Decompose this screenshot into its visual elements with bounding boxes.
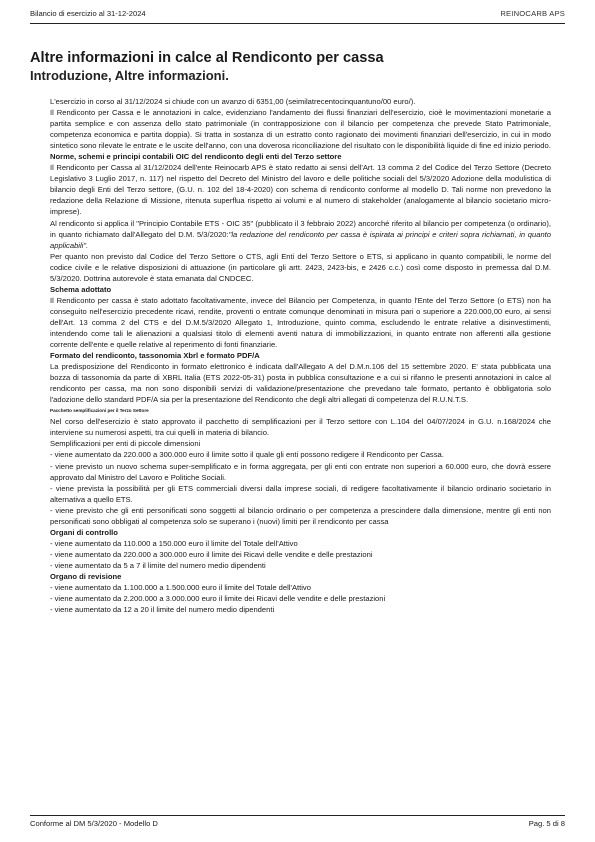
page-header [30, 9, 565, 21]
intro-paragraph-cash-report: Il Rendiconto per Cassa e le annotazioni in calce, evidenziano l'andamento dei flussi finanziari dell'esercizio, cioè le movimentazioni monetarie a partita semplice e con assenza dello stato patrimoniale (in contrapposizione con il bilancio per competenza che prevede Stato Patrimoniale, competenza economica e partita doppia). Si tratta in sostanza di un estratto conto ragionato dei movimenti finanziari dell'esercizio, in cui in modo sintetico sono rilevate le entrate e le uscite dell'anno, con una doverosa riconciliazione del risultato con le disponibilità liquide di fine ed inizio periodo. [50, 108, 551, 151]
simplifications-subheading-small-entities: Semplificazioni per enti di piccole dimensioni [50, 439, 201, 449]
schema-paragraph: Il Rendiconto per cassa è stato adottato facoltativamente, invece del Bilancio per Competenza, in quanto l'Ente del Terzo Settore (o ETS) non ha conseguito nell'esercizio precedente ricavi, rendite, proventi o entrate comunque denominati in misura pari o superiore a 220.000,00 euro, ai sensi dell'Art. 13 comma 2 del CTS e del D.M.5/3/2020 Allegato 1, Introduzione, quinto comma, escludendo le entrate relative a disinvestimenti, intendendo come tali le alienazioni a qualsiasi titolo di elementi aventi natura di immobilizzazioni, in quanto entrate non afferenti alla gestione corrente dell'ente e quelle relative al reperimento di fonti finanziarie. [50, 295, 551, 350]
page-subtitle: Introduzione, Altre informazioni. [30, 68, 229, 83]
list-item: - viene aumentato da 12 a 20 il limite del numero medio dipendenti [50, 605, 275, 615]
list-item: - viene aumentato da 2.200.000 a 3.000.000 euro il limite dei Ricavi delle vendite e delle prestazioni [50, 594, 386, 604]
list-item: - viene aumentato da 5 a 7 il limite del numero medio dipendenti [50, 560, 266, 570]
simplifications-paragraph-1: Nel corso dell'esercizio è stato approvato il pacchetto di semplificazioni per il Terzo settore con L.104 del 04/07/2024 in G.U. n.168/2024 che interviene su numerosi aspetti, tra cui quelli in materia di bilancio. [50, 417, 551, 438]
intro-paragraph-surplus: L'esercizio in corso al 31/12/2024 si chiude con un avanzo di 6351,00 (seimilatrecentocinquantuno/00 euro/). [50, 97, 416, 106]
section-heading-format: Formato del rendiconto, tassonomia Xbrl e formato PDF/A [50, 351, 260, 361]
format-paragraph: La predisposizione del Rendiconto in formato elettronico è indicata dall'Allegato A del D.M.n.106 del 15 settembre 2020. E' stata pubblicata una bozza di tassonomia da parte di XBRL Italia (ETS 2022-05-31) posta in pubblica consultazione e a cui si rifanno le presenti annotazioni in calce al rendiconto per cassa, ma non sono disponibili servizi di validazione/presentazione che prevedano tale formato, pertanto è obbligatoria solo l'adozione dello standard PDF/A sia per la presentazione del Rendiconto che degli altri allegati di competenza del R.U.N.T.S. [50, 362, 551, 405]
footer-model-label: Conforme al DM 5/3/2020 - Modello D [30, 819, 158, 828]
list-item: - viene previsto un nuovo schema super-semplificato e in forma aggregata, per gli enti con entrate non superiori a 60.000 euro, che dovrà essere approvato dal Ministro del Lavoro e Politiche Sociali. [50, 461, 551, 482]
subheading-audit-body: Organo di revisione [50, 571, 122, 581]
norms-paragraph-2-text: Al rendiconto si applica il "Principio Contabile ETS - OIC 35" (pubblicato il 3 febbraio 2022) ancorché riferito al bilancio per competenza (o ordinario), in quanto richiamato dall'Allegato del D.M. 5/3/2020: [50, 218, 551, 239]
list-item: - viene previsto che gli enti personificati sono soggetti al bilancio ordinario o per competenza a prescindere dalla dimensione, mentre gli enti non personificati sono obbligati al competenza solo se superano i (nuovi) limiti per il rendiconto per cassa [50, 505, 551, 526]
page-title: Altre informazioni in calce al Rendiconto per cassa [30, 50, 384, 66]
list-item: - viene aumentato da 110.000 a 150.000 euro il limite del Totale dell'Attivo [50, 538, 298, 548]
control-bodies-list [50, 538, 551, 571]
norms-paragraph-2-quote: "la redazione del rendiconto per cassa è ispirata ai principi e criteri sopra richiamati, in quanto applicabili". [50, 229, 552, 250]
header-organization-name: REINOCARB APS [500, 9, 565, 18]
list-item: - viene aumentato da 220.000 a 300.000 euro il limite dei Ricavi delle vendite e delle prestazioni [50, 549, 373, 559]
norms-paragraph-2 [50, 218, 551, 251]
section-heading-schema: Schema adottato [50, 284, 112, 294]
page-footer [30, 819, 565, 831]
header-divider [30, 23, 565, 24]
section-heading-norms: Norme, schemi e principi contabili OIC del rendiconto degli enti del Terzo settore [50, 152, 342, 162]
header-document-title: Bilancio di esercizio al 31-12-2024 [30, 9, 146, 18]
small-entities-list [50, 449, 551, 526]
list-item: - viene aumentato da 1.100.000 a 1.500.000 euro il limite del Totale dell'Attivo [50, 583, 311, 593]
footer-divider [30, 815, 565, 816]
list-item: - viene aumentato da 220.000 a 300.000 euro il limite sotto il quale gli enti possono redigere il Rendiconto per Cassa. [50, 450, 444, 460]
audit-body-list [50, 582, 551, 615]
norms-paragraph-1: Il Rendiconto per Cassa al 31/12/2024 dell'ente Reinocarb APS è stato redatto ai sensi dell'Art. 13 comma 2 del Codice del Terzo Settore (Decreto Legislativo 3 Luglio 2017, n. 117) nel rispetto del Decreto del Ministro del lavoro e delle politiche sociali del 5/3/2020 Adozione della modulistica di bilancio degli Enti del Terzo settore, (G.U. n. 102 del 18-4-2020) con schema di rendiconto conforme al modello D. Tali norme non prevedono la redazione della Relazione di Missione, ritenuta superflua rispetto ai volumi e al numero di stakeholder (analogamente al bilancio societario micro-imprese). [50, 163, 551, 217]
document-body [50, 96, 551, 615]
list-item: - viene prevista la possibilità per gli ETS commerciali diversi dalla imprese sociali, di redigere facoltativamente il bilancio ordinario societario in alternativa a quello ETS. [50, 483, 551, 504]
subheading-control-bodies: Organi di controllo [50, 527, 118, 537]
norms-paragraph-3: Per quanto non previsto dal Codice del Terzo Settore o CTS, agli Enti del Terzo Settore o ETS, si applicano in quanto compatibili, le norme del codice civile e le relative disposizioni di attuazione (in particolare gli artt. 2423, 2423-bis, e 2426 c.c.) così come disposto in premessa dal D.M. 5/3/2020. Dottrina autorevole è stata emanata dal CNDCEC. [50, 251, 551, 283]
section-heading-simplifications: Pacchetto semplificazioni per il Terzo Settore [50, 408, 149, 414]
page-number: Pag. 5 di 8 [528, 819, 565, 828]
